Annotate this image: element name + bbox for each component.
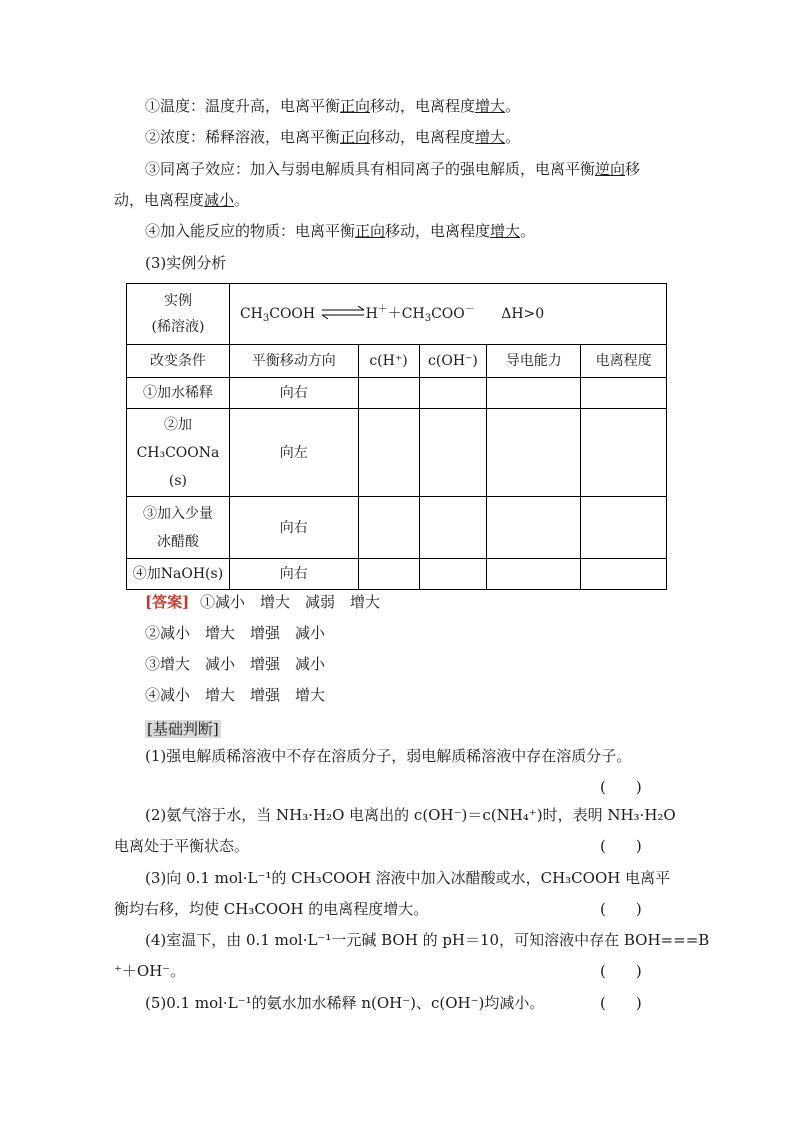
judgment-q2-line2: 电离处于平衡状态。 <box>114 837 250 855</box>
answer-line-1: [答案] ①减小 增大 减弱 增大 <box>145 593 380 611</box>
row-condition: ②加 CH₃COONa (s) <box>127 409 230 497</box>
header-direction: 平衡移动方向 <box>229 345 358 378</box>
row-condition: ④加NaOH(s) <box>127 559 230 590</box>
equation: $CH_3COOH$ $H^++CH_3COO^-$ ΔH>0 <box>229 284 666 345</box>
answer-line-2: ②减小 增大 增强 减小 <box>145 624 326 642</box>
factor-reactive: ④加入能反应的物质：电离平衡正向移动，电离程度增大。 <box>145 222 536 240</box>
answer-paren[interactable]: ( ) <box>600 778 642 796</box>
row-direction: 向右 <box>229 378 358 409</box>
answer-tag: [答案] <box>145 593 190 611</box>
table-row <box>127 559 667 590</box>
factor-temperature: ①温度：温度升高，电离平衡正向移动，电离程度增大。 <box>145 97 521 115</box>
row-direction: 向右 <box>229 559 358 590</box>
judgment-q1: (1)强电解质稀溶液中不存在溶质分子，弱电解质稀溶液中存在溶质分子。 <box>145 747 632 765</box>
equilibrium-arrow-icon <box>320 306 366 320</box>
answer-paren[interactable]: ( ) <box>600 994 642 1012</box>
factor-common-ion-line2: 动，电离程度减小。 <box>114 191 250 209</box>
answer-line-3: ③增大 减小 增强 减小 <box>145 655 326 673</box>
judgment-q4-line1: (4)室温下，由 0.1 mol·L⁻¹一元碱 BOH 的 pH＝10，可知溶液中存在 BOH===B <box>145 931 710 949</box>
header-h-conc: c(H⁺) <box>358 345 419 378</box>
example-label: 实例 (稀溶液) <box>127 284 230 345</box>
header-conductivity: 导电能力 <box>487 345 581 378</box>
table-row <box>127 497 667 559</box>
header-condition: 改变条件 <box>127 345 230 378</box>
judgment-q5: (5)0.1 mol·L⁻¹的氨水加水稀释 n(OH⁻)、c(OH⁻)均减小。 <box>145 994 545 1012</box>
header-ionization: 电离程度 <box>581 345 667 378</box>
equilibrium-table <box>126 283 667 590</box>
table-row <box>127 409 667 497</box>
judgment-q2-line1: (2)氨气溶于水，当 NH₃·H₂O 电离出的 c(OH⁻)＝c(NH₄⁺)时，表明 NH₃·H₂O <box>145 806 676 824</box>
factor-common-ion-line1: ③同离子效应：加入与弱电解质具有相同离子的强电解质，电离平衡逆向移 <box>145 160 641 178</box>
answer-paren[interactable]: ( ) <box>600 962 642 980</box>
judgment-title: [基础判断] <box>147 720 219 738</box>
judgment-q3-line2: 衡均右移，均使 CH₃COOH 的电离程度增大。 <box>114 900 429 918</box>
row-direction: 向右 <box>229 497 358 559</box>
table-row <box>127 378 667 409</box>
judgment-q4-line2: ⁺＋OH⁻。 <box>114 962 186 980</box>
answer-paren[interactable]: ( ) <box>600 900 642 918</box>
row-condition: ③加入少量 冰醋酸 <box>127 497 230 559</box>
answer-line-4: ④减小 增大 增强 增大 <box>145 686 326 704</box>
header-oh-conc: c(OH⁻) <box>419 345 487 378</box>
row-condition: ①加水稀释 <box>127 378 230 409</box>
section-3-title: (3)实例分析 <box>145 254 227 272</box>
factor-concentration: ②浓度：稀释溶液，电离平衡正向移动，电离程度增大。 <box>145 128 521 146</box>
row-direction: 向左 <box>229 409 358 497</box>
judgment-q3-line1: (3)向 0.1 mol·L⁻¹的 CH₃COOH 溶液中加入冰醋酸或水，CH₃COOH 电离平 <box>145 869 671 887</box>
answer-paren[interactable]: ( ) <box>600 837 642 855</box>
